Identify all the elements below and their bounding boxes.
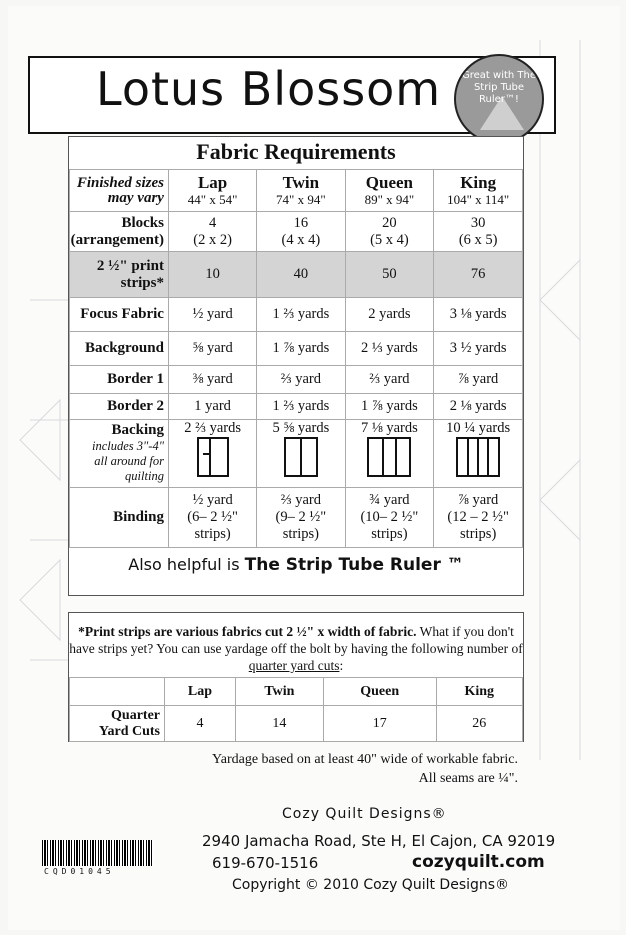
copyright: Copyright © 2010 Cozy Quilt Designs® bbox=[232, 877, 510, 893]
row-label-strips: 2 ½" print strips* bbox=[70, 252, 169, 298]
row-label-backing: Backing includes 3"-4" all around for quilting bbox=[70, 420, 169, 488]
cell: 17 bbox=[323, 706, 436, 742]
quarter-yard-table bbox=[69, 677, 523, 742]
fabric-requirements-panel bbox=[68, 136, 524, 596]
cell: 7 ⅛ yards bbox=[345, 420, 434, 488]
row-label-focus: Focus Fabric bbox=[70, 298, 169, 332]
cell: 4 bbox=[165, 706, 236, 742]
cell: 40 bbox=[257, 252, 345, 298]
cell: 3 ½ yards bbox=[434, 332, 523, 366]
cell: 1 ⅞ yards bbox=[257, 332, 345, 366]
cell: ½ yard (6– 2 ½" strips) bbox=[168, 488, 256, 548]
strips-note: *Print strips are various fabrics cut 2 ½" x width of fabric. What if you don't have strips yet? You can use yardage off the bolt by having the following number of quarter yard cuts: bbox=[69, 624, 523, 673]
backing-diagram-icon bbox=[456, 437, 500, 477]
row-label-quarter-yard: Quarter Yard Cuts bbox=[70, 706, 165, 742]
cell: ¾ yard (10– 2 ½" strips) bbox=[345, 488, 434, 548]
barcode-number: CQD01045 bbox=[44, 867, 115, 876]
col-queen: Queen bbox=[323, 678, 436, 706]
cell: ½ yard bbox=[168, 298, 256, 332]
cell: 2 yards bbox=[345, 298, 434, 332]
section-heading: Fabric Requirements bbox=[196, 139, 396, 164]
col-lap: Lap bbox=[165, 678, 236, 706]
cell: 26 bbox=[436, 706, 522, 742]
cell: 4 (2 x 2) bbox=[168, 212, 256, 252]
cell: 2 ⅛ yards bbox=[434, 394, 523, 420]
cell: ⅔ yard bbox=[257, 366, 345, 394]
cell: 20 (5 x 4) bbox=[345, 212, 434, 252]
cell: 30 (6 x 5) bbox=[434, 212, 523, 252]
pattern-title: Lotus Blossom bbox=[96, 62, 442, 116]
brand-name: Cozy Quilt Designs® bbox=[282, 806, 447, 822]
cell: 1 ⅔ yards bbox=[257, 394, 345, 420]
requirements-table bbox=[69, 169, 523, 548]
backing-diagram-icon bbox=[284, 437, 318, 477]
cell: 2 ⅓ yards bbox=[345, 332, 434, 366]
col-king: King 104" x 114" bbox=[434, 170, 523, 212]
cell: 1 yard bbox=[168, 394, 256, 420]
cell: ⅔ yard (9– 2 ½" strips) bbox=[257, 488, 345, 548]
cell: 5 ⅝ yards bbox=[257, 420, 345, 488]
cell: ⅞ yard bbox=[434, 366, 523, 394]
cell: 3 ⅛ yards bbox=[434, 298, 523, 332]
cell: 16 (4 x 4) bbox=[257, 212, 345, 252]
row-label-blocks: Blocks (arrangement) bbox=[70, 212, 169, 252]
backing-diagram-icon bbox=[197, 437, 229, 477]
cell: 10 bbox=[168, 252, 256, 298]
backing-diagram-icon bbox=[367, 437, 411, 477]
row-label-binding: Binding bbox=[70, 488, 169, 548]
cell: ⅜ yard bbox=[168, 366, 256, 394]
size-note: Finished sizes may vary bbox=[70, 170, 169, 212]
cell: 2 ⅔ yards bbox=[168, 420, 256, 488]
col-twin: Twin 74" x 94" bbox=[257, 170, 345, 212]
row-label-background: Background bbox=[70, 332, 169, 366]
badge-text: Great with The Strip Tube Ruler™! bbox=[462, 70, 537, 105]
cell: 1 ⅔ yards bbox=[257, 298, 345, 332]
address: 2940 Jamacha Road, Ste H, El Cajon, CA 92019 bbox=[202, 832, 556, 850]
phone-number: 619-670-1516 bbox=[212, 854, 319, 872]
cell: 10 ¼ yards bbox=[434, 420, 523, 488]
col-queen: Queen 89" x 94" bbox=[345, 170, 434, 212]
cell: 14 bbox=[235, 706, 323, 742]
cell: 1 ⅞ yards bbox=[345, 394, 434, 420]
col-twin: Twin bbox=[235, 678, 323, 706]
yardage-note: Yardage based on at least 40" wide of workable fabric. All seams are ¼". bbox=[212, 752, 518, 786]
col-lap: Lap 44" x 54" bbox=[168, 170, 256, 212]
row-label-border2: Border 2 bbox=[70, 394, 169, 420]
cell: ⅝ yard bbox=[168, 332, 256, 366]
strip-tube-ruler-badge bbox=[454, 54, 544, 144]
row-label-border1: Border 1 bbox=[70, 366, 169, 394]
quarter-yard-panel bbox=[68, 612, 524, 742]
helpful-ruler-note: Also helpful is The Strip Tube Ruler ™ bbox=[128, 555, 464, 575]
cell: ⅔ yard bbox=[345, 366, 434, 394]
barcode bbox=[42, 840, 154, 866]
col-king: King bbox=[436, 678, 522, 706]
cell: 50 bbox=[345, 252, 434, 298]
website-link[interactable]: cozyquilt.com bbox=[412, 852, 545, 872]
cell: ⅞ yard (12 – 2 ½" strips) bbox=[434, 488, 523, 548]
cell: 76 bbox=[434, 252, 523, 298]
